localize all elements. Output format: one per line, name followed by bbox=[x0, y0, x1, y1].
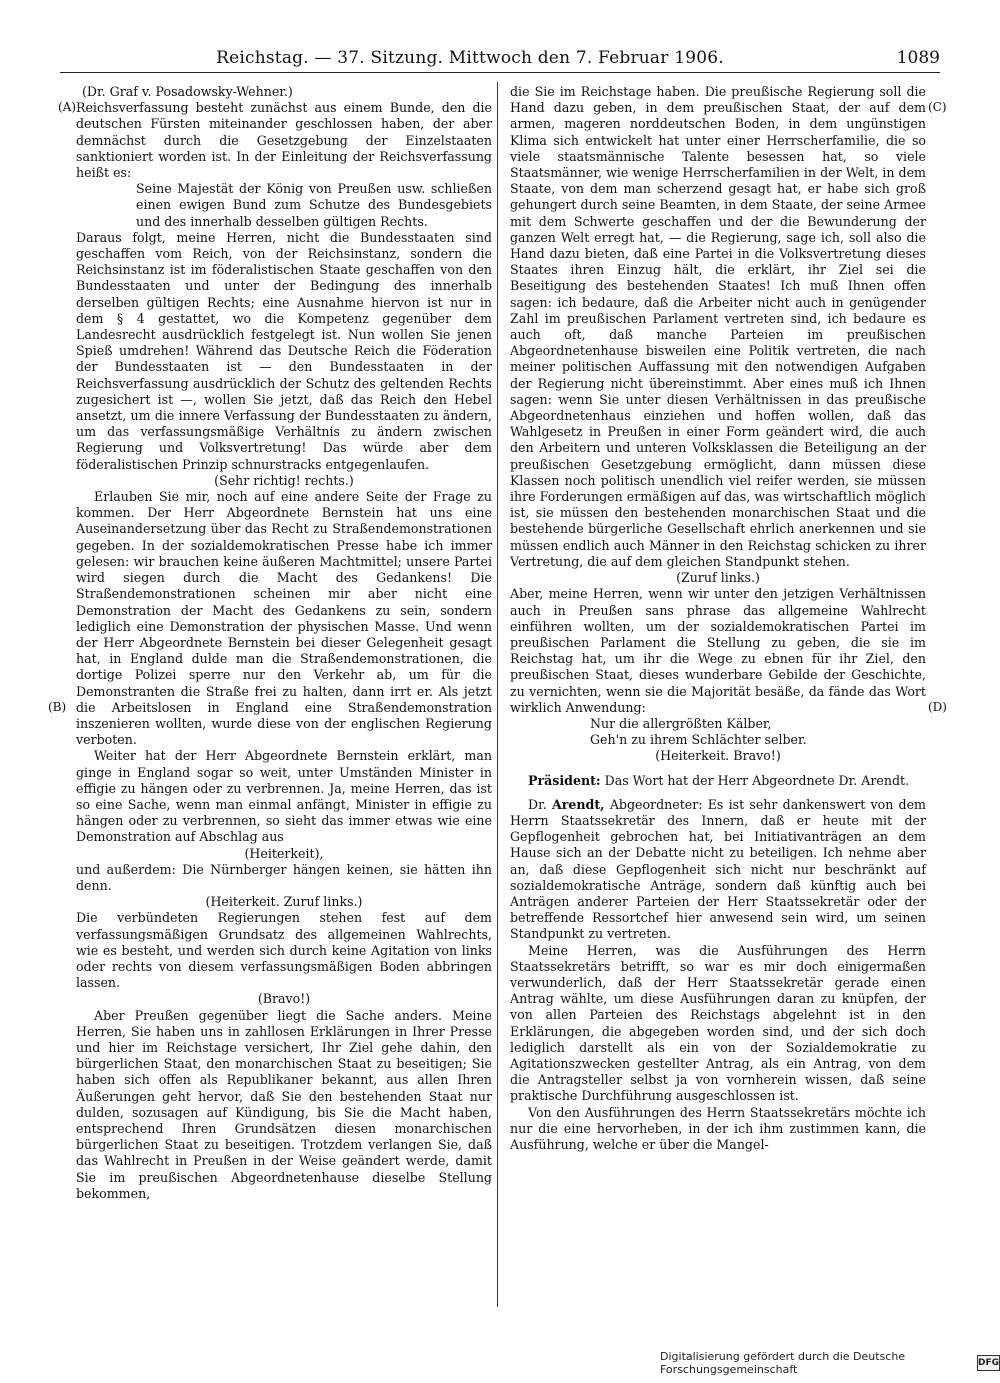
verse-line: Geh'n zu ihrem Schlächter selber. bbox=[590, 732, 807, 748]
interjection: (Bravo!) bbox=[257, 991, 311, 1007]
left-column bbox=[76, 84, 492, 1202]
interjection: (Heiterkeit), bbox=[244, 845, 324, 861]
page-header bbox=[60, 38, 940, 73]
interjection: (Heiterkeit. Zuruf links.) bbox=[205, 894, 363, 910]
paragraph: Meine Herren, was die Ausführungen des Herrn Staatssekretärs betrifft, so war es mir doch einigermaßen verwunderlich, daß der Herr Staatssekretär gerade einen Antrag wählte, um diese Ausführungen daran zu knüpfen, der von allen Parteien des Reichstags abgelehnt ist in den Erklärungen, die abgegeben worden sind, und der sich doch lediglich darstellt als ein von der Sozialdemokratie zu Agitationszwecken gestellter Antrag, als ein Antrag, von dem die Antragsteller selbst ja von vornherein wissen, daß seine praktische Durchführung ausgeschlossen ist. bbox=[510, 942, 926, 1104]
header-title: Reichstag. — 37. Sitzung. Mittwoch den 7. Februar 1906. bbox=[216, 48, 724, 68]
speaker-label: Präsident: bbox=[528, 772, 601, 788]
paragraph: Die verbündeten Regierungen stehen fest auf dem verfassungsmäßigen Grundsatz des allgemeinen Wahlrechts, wie es besteht, und werden sich durch keine Agitation von links oder rechts von diesem verfassungsmäßigen Boden abbringen lassen. bbox=[76, 910, 492, 991]
margin-marker-c: (C) bbox=[928, 100, 947, 114]
column-divider bbox=[497, 82, 498, 1307]
paragraph: Daraus folgt, meine Herren, nicht die Bundesstaaten sind geschaffen vom Reich, von der Reichsinstanz, sondern die Reichsinstanz ist im föderalistischen Staate geschaffen von den Bundesstaaten und unter der Bedingung des innerhalb derselben gültigen Rechts; eine Ausnahme hiervon ist nur in dem § 4 gestattet, wo die Kompetenz gegenüber dem Landesrecht ausdrücklich festgelegt ist. Nun wollen Sie jenen Spieß umdrehen! Während das Deutsche Reich die Föderation der Bundesstaaten ist — den Bundesstaaten in der Reichsverfassung ausdrücklich der Schutz des geltenden Rechts zugesichert ist —, wollen Sie jetzt, daß das Reich den Hebel ansetzt, um die innere Verfassung der Bundesstaaten zu ändern, um das verfassungsmäßige Verhältnis zu ändern zwischen Regierung und Volksvertretung! Das würde aber dem föderalistischen Prinzip schnurstracks entgegenlaufen. bbox=[76, 229, 492, 472]
paragraph: und außerdem: Die Nürnberger hängen keinen, sie hätten ihn denn. bbox=[76, 861, 492, 893]
paragraph: Weiter hat der Herr Abgeordnete Bernstein erklärt, man ginge in England sogar so weit, unter Umständen Minister in effigie zu hängen oder zu verbrennen. Ja, meine Herren, das ist so eine Sache, wenn man einmal anfängt, Minister in effigie zu hängen oder zu verbrennen, so sieht das immer etwas wie eine Demonstration auf Abschlag aus bbox=[76, 748, 492, 845]
speaker-title: Dr. bbox=[528, 796, 547, 812]
margin-marker-a: (A) bbox=[58, 100, 77, 114]
president-statement bbox=[510, 773, 926, 789]
speaker-reference: (Dr. Graf v. Posadowsky-Wehner.) bbox=[82, 84, 293, 99]
margin-marker-b: (B) bbox=[48, 700, 67, 714]
speaker-name: Arendt, bbox=[551, 796, 605, 812]
footer bbox=[660, 1350, 1000, 1376]
speech-text: Abgeordneter: Es ist sehr dankenswert von dem Herrn Staatssekretär des Innern, daß er heute mit der Gepflogenheit gebrochen hat, bei Initiativanträgen an dem Hause sich an der Debatte nicht zu beteiligen. Ich nehme aber an, daß diese Gepflogenheit sich nicht nur beschränkt auf sozialdemokratische Anträge, sondern daß künftig auch bei Anträgen anderer Parteien der Herr Staatssekretär oder der betreffende Ressortchef hier anwesend sein wird, um seinen Standpunkt zu vertreten. bbox=[510, 796, 926, 942]
dfg-logo: DFG bbox=[977, 1355, 1000, 1371]
interjection: (Zuruf links.) bbox=[676, 570, 760, 586]
interjection: (Heiterkeit. Bravo!) bbox=[655, 748, 781, 764]
paragraph: die Sie im Reichstage haben. Die preußische Regierung soll die Hand dazu geben, in dem preußischen Staat, der auf dem armen, mageren norddeutschen Boden, in dem ungünstigen Klima sich entwickelt hat unter einer Herrscherfamilie, die so viele staatsmännische Talente besessen hat, so viele Staatsmänner, wie wenige Herrscherfamilien in der Welt, in dem Staate, von dem man scherzend gesagt hat, er habe sich groß gehungert durch seine Beamten, in dem Staate, der seine Armee mit dem Schwerte geschaffen und der die Bewunderung der ganzen Welt erregt hat, — die Regierung, sage ich, soll also die Hand dazu bieten, daß eine Partei in die Volksvertretung dieses Staates ihren Einzug hält, die erklärt, ihr Ziel sei die Beseitigung des bestehenden Staates! Ich muß Ihnen offen sagen: ich bedaure, daß die Arbeiter nicht auch in genügender Zahl im preußischen Parlament vertreten sind, ich bedaure es auch oft, daß manche Parteien im preußischen Abgeordnetenhause bisweilen eine Politik vertreten, die nach meiner politischen Auffassung mit den notwendigen Aufgaben der Regierung nicht übereinstimmt. Aber eines muß ich Ihnen sagen: wenn Sie unter diesen Verhältnissen in das preußische Abgeordnetenhaus einziehen und hoffen wollen, daß das Wahlgesetz in Preußen in einer Form geändert wird, die auch den Arbeitern und unteren Volksklassen die Beteiligung an der preußischen Gesetzgebung ermöglicht, dann müssen diese Klassen noch politisch unendlich viel reifer werden, sie müssen ihre Forderungen ermäßigen auf das, was wirtschaftlich möglich ist, sie müssen den bestehenden monarchischen Staat und die bestehende bürgerliche Gesellschaft ehrlich anerkennen und sie müssen endlich auch Männer in den Reichstag schicken zu ihrer Vertretung, die auf dem gleichen Standpunkt stehen. bbox=[510, 84, 926, 569]
speaker-text: Das Wort hat der Herr Abgeordnete Dr. Arendt. bbox=[604, 772, 910, 788]
paragraph: Von den Ausführungen des Herrn Staatssekretärs möchte ich nur die eine hervorheben, in der ich ihm zustimmen kann, die Ausführung, welche er über die Mangel- bbox=[510, 1104, 926, 1152]
paragraph: Aber Preußen gegenüber liegt die Sache anders. Meine Herren, Sie haben uns in zahllosen Erklärungen in Ihrer Presse und hier im Reichstage versichert, Ihr Ziel gehe dahin, den bürgerlichen Staat, den monarchischen Staat zu beseitigen; Sie haben sich offen als Republikaner bekannt, aus allen Ihren Äußerungen geht hervor, daß Sie den bestehenden Staat nur dulden, sozusagen auf Kündigung, bis Sie die Macht haben, entsprechend Ihren Grundsätzen diesen monarchischen bürgerlichen Staat zu beseitigen. Trotzdem verlangen Sie, daß das Wahlrecht in Preußen in der Weise geändert werde, damit Sie im preußischen Abgeordnetenhause dieselbe Stellung bekommen, bbox=[76, 1007, 492, 1201]
verse-line: Nur die allergrößten Kälber, bbox=[590, 715, 772, 731]
constitution-quote: Seine Majestät der König von Preußen usw. schließen einen ewigen Bund zum Schutze des Bundesgebiets und des innerhalb desselben gültigen Rechts. bbox=[136, 181, 492, 229]
margin-marker-d: (D) bbox=[928, 700, 947, 714]
footer-credit: Digitalisierung gefördert durch die Deutsche Forschungsgemeinschaft bbox=[660, 1350, 906, 1376]
interjection: (Sehr richtig! rechts.) bbox=[214, 472, 354, 488]
page-number: 1089 bbox=[896, 48, 940, 68]
paragraph: Reichsverfassung besteht zunächst aus einem Bunde, den die deutschen Fürsten miteinander geschlossen haben, der aber demnächst durch die Gesetzgebung der Einzelstaaten sanktioniert worden ist. In der Einleitung der Reichsverfassung heißt es: bbox=[76, 100, 492, 181]
paragraph: Aber, meine Herren, wenn wir unter den jetzigen Verhältnissen auch in Preußen sans phrase das allgemeine Wahlrecht einführen wollten, um der sozialdemokratischen Partei im preußischen Parlament die Stellung zu geben, die sie im Reichstag hat, um ihr die Wege zu ebnen für ihr Ziel, den preußischen Staat, dieses wunderbare Gebilde der Geschichte, zu vernichten, wenn sie die Majorität besäße, da fände das Wort wirklich Anwendung: bbox=[510, 586, 926, 715]
paragraph: Erlauben Sie mir, noch auf eine andere Seite der Frage zu kommen. Der Herr Abgeordnete Bernstein hat uns eine Auseinandersetzung über das Recht zu Straßendemonstrationen gegeben. In der sozialdemokratischen Presse habe ich immer gelesen: wir brauchen keine äußeren Machtmittel; unsere Partei wird siegen durch die Macht des Gedankens! Die Straßendemonstrationen scheinen mir aber nicht eine Demonstration der Macht des Gedankens zu sein, sondern lediglich eine Demonstration der physischen Masse. Und wenn der Herr Abgeordnete Bernstein bei dieser Gelegenheit gesagt hat, in England dulde man die Straßendemonstrationen, die dortige Polizei sperre nur den Verkehr ab, um für die Demonstranten die Straße frei zu halten, dann irrt er. Als jetzt die Arbeitslosen in England eine Straßendemonstration inszenieren wollten, wurde diese von der englischen Regierung verboten. bbox=[76, 489, 492, 748]
right-column bbox=[510, 84, 926, 1153]
arendt-speech bbox=[510, 797, 926, 943]
